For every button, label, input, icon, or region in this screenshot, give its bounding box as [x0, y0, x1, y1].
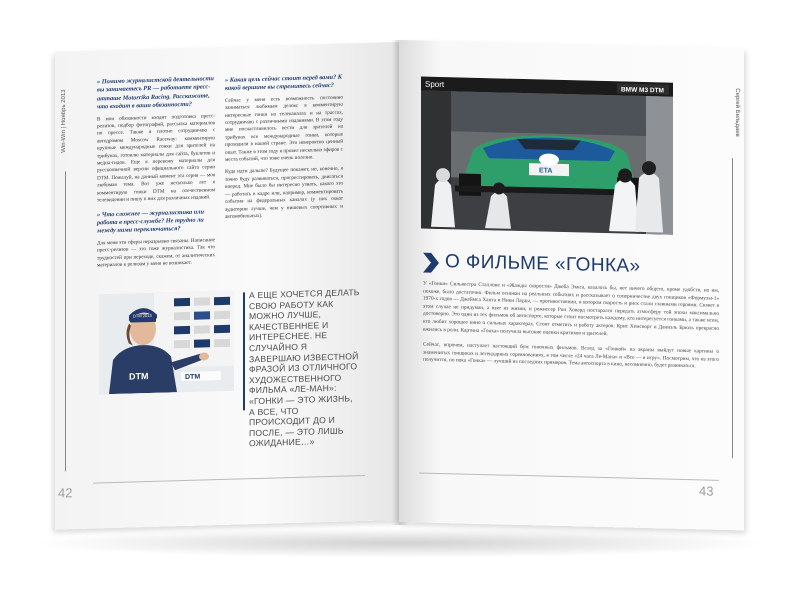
answer-3: Сейчас у меня есть возможность постоянно заниматься любимым делом: я комментирую интересные гонки на телеканалах и на трассах, сотрудничаю с различными изданиями. В этом году мне посчастливилось вести для зрителей на трибунах все международные гонки, которые проходили в нашей стране. Это невероятно ценный опыт. Также в этом году я провел несколько эфиров с места событий, что тоже очень полезно. [225, 94, 343, 163]
answer-2: Для меня эти сферы неразрывно связаны. Написание пресс-релизов — это тоже журналистика. Так что трудностей при переходе, скажем, от аналитических материалов к релизам у меня не возникает. [97, 236, 215, 269]
svg-text:BMW M3 DTM: BMW M3 DTM [621, 86, 664, 95]
left-column-2 [225, 74, 343, 222]
right-bottom-rule [419, 472, 719, 480]
right-page [399, 40, 744, 530]
answer-1: В мои обязанности входит подготовка пресс-релизов, подбор фотографий, рассылка материалов по прессе. Также я плотно сотрудничаю с автодромом Moscow Raceway: комментирую крупные международные гонки для зрителей на трибунах, готовлю материалы для сайта, буклетов и медиа-гидов. Еще я перевожу материалы для русскоязычной версии официального сайта серии DTM. Пожалуй, на данный момент эта серия — моя любимая тема. Вот уже несколько лет я комментирую гонки DTM на отечественном телевидении и пишу о них для различных изданий. [97, 112, 215, 204]
svg-text:DTM: DTM [129, 371, 149, 382]
spread-shadow [30, 528, 770, 558]
question-3: » Какая цель сейчас стоит перед вами? К какой вершине вы стремитесь сейчас? [225, 73, 343, 93]
left-column-1 [97, 75, 215, 270]
double-chevron-icon: » [97, 78, 102, 86]
race-photo [421, 77, 673, 235]
interview-photo [99, 291, 234, 395]
right-page-number: 43 [699, 483, 714, 499]
right-article-body [423, 281, 719, 372]
right-running-head: Сергей Бельдаев [734, 88, 740, 137]
chevron-right-icon [423, 253, 439, 273]
left-margin-rule [65, 171, 66, 471]
question-2: » Что сложнее — журналистика или работа в пресс-службе? Не трудно ли между ними переключаться? [97, 207, 204, 235]
left-bottom-rule [93, 475, 365, 484]
portrait-illustration [99, 291, 234, 395]
article-headline: О ФИЛЬМЕ «ГОНКА» [445, 251, 641, 277]
right-margin-rule [732, 158, 733, 458]
pull-quote: А ЕЩЕ ХОЧЕТСЯ ДЕЛАТЬ СВОЮ РАБОТУ КАК МОЖНО ЛУЧШЕ, КАЧЕСТВЕННЕЕ И ИНТЕРЕСНЕЕ. НЕ СЛУЧАЙНО Я ЗАВЕРШАЮ ИЗВЕСТНОЙ ФРАЗОЙ ИЗ ОТЛИЧНОГО ХУДОЖЕСТВЕННОГО ФИЛЬМА «ЛЕ-МАН»: «ГОНКИ — ЭТО ЖИЗНЬ, А ВСЕ, ЧТО ПРОИСХОДИТ ДО И ПОСЛЕ, — ЭТО ЛИШЬ ОЖИДАНИЕ…» [249, 287, 360, 449]
left-page-number: 42 [58, 485, 73, 501]
double-chevron-icon: » [97, 210, 102, 218]
left-page [55, 42, 400, 530]
article-paragraph-1: У «Гонки» Сильвестра Сталлоне и «Жажды скорости» Джеба Эккса, казалось бы, нет ничего общего, кроме удобств, но им, похоже, было достаточно. Фильм основан на реальных событиях и рассказывает о соперничестве двух гонщиков «Формулы-1» 1970-х годов — Джеймса Ханта и Ники Лауды, — противостоянии, в котором скорость и риск стали главными героями. Сюжет в этом случае не придуман, а взят из жизни, и режиссер Рон Ховард постарался передать атмосферу той эпохи максимально достоверно. Это один из тех фильмов об автоспорте, которые стоит посмотреть каждому, кто интересуется гонками, а также всем, кто любит хорошее кино о сильных характерах. Стоит отметить и работу актеров: Крис Хемсворт и Даниэль Брюль прекрасно вжились в роли. Картина «Гонка» получила высокие оценки критиков и зрителей. [423, 280, 719, 337]
svg-text:DTM 2013: DTM 2013 [133, 312, 152, 319]
svg-text:Sport: Sport [425, 79, 445, 90]
pull-quote-bar [243, 292, 245, 410]
left-running-head: Win-Win | Ноябрь 2013 [61, 89, 67, 153]
answer-4: Куда идти дальше? Будущее покажет, но, конечно, я точно буду развиваться, прогрессировать, двигаться вперед. Мне было бы интересно узнать, какого это — работать в кадре или, например, комментировать события на федеральных каналах (у них охват аудитории лучше, чем у нишевых спортивных и автомобильных). [225, 166, 343, 220]
pitstop-illustration [421, 77, 673, 235]
question-1: » Помимо журналистской деятельности вы занимаетесь PR — работаете пресс-атташе Motorrika Racing. Расскажите, что входит в ваши обязанности? [97, 75, 214, 111]
svg-text:DTM: DTM [185, 373, 201, 382]
article-paragraph-2: Сейчас, впрочем, наступает настоящий бум гоночных фильмов. Вслед за «Гонкой» на экраны выйдут новые картины о знаменитых гонщиках и легендарных соревнованиях, в том числе «24 часа Ле-Мана» и «Все — в игру». Посмотрим, что из этого получится, но пока «Гонка» — лучший из последних примеров. Тема автоспорта в кино, несомненно, будет развиваться. [423, 341, 719, 370]
double-chevron-icon: » [225, 76, 230, 84]
svg-text:ETA: ETA [539, 167, 553, 175]
